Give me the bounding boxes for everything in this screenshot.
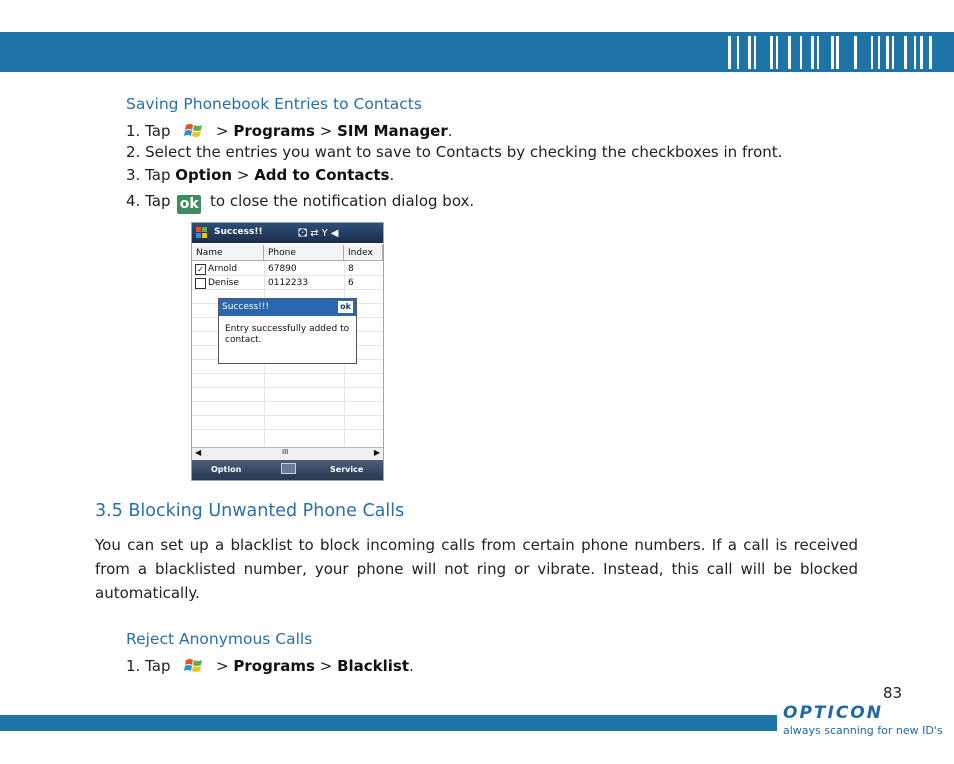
grid-line xyxy=(192,429,383,430)
row-phone: 67890 xyxy=(268,264,297,274)
scroll-right-icon[interactable]: ▶ xyxy=(373,448,380,457)
saving-step-1: 1. Tap > Programs > SIM Manager. xyxy=(126,122,453,140)
windows-start-icon xyxy=(195,226,209,240)
row-name: Arnold xyxy=(208,264,238,274)
grid-line xyxy=(192,415,383,416)
reject-heading: Reject Anonymous Calls xyxy=(126,630,313,648)
dialog-ok-button[interactable]: ok xyxy=(338,301,353,313)
dialog-title: Success!!! xyxy=(222,302,270,312)
phone-menu-bar xyxy=(192,460,383,480)
phone-title: Success!! xyxy=(214,227,263,237)
row-phone: 0112233 xyxy=(268,278,309,288)
row-name: Denise xyxy=(208,278,239,288)
windows-start-icon xyxy=(183,656,205,674)
page-number: 83 xyxy=(883,684,903,702)
column-header-name[interactable]: Name xyxy=(192,245,264,261)
row-checkbox[interactable] xyxy=(195,278,206,289)
status-icons: 🖸⇄Y◀ xyxy=(298,228,342,239)
saving-step-3: 3. Tap Option > Add to Contacts. xyxy=(126,166,395,184)
scroll-left-icon[interactable]: ◀ xyxy=(195,448,202,457)
dialog-title-bar xyxy=(219,299,356,316)
grid-line xyxy=(192,387,383,388)
logo-tagline: always scanning for new ID's xyxy=(783,724,943,737)
row-index: 6 xyxy=(348,278,354,288)
phone-screenshot xyxy=(191,222,384,481)
dialog-message: Entry successfully added to contact. xyxy=(225,324,350,345)
blocking-paragraph: You can set up a blacklist to block incoming calls from certain phone numbers. If a call is received from a blacklisted number, your phone will not ring or vibrate. Instead, this call will be blocked automatically. xyxy=(95,536,858,602)
row-checkbox-checked[interactable]: ✓ xyxy=(195,264,206,275)
grid-line xyxy=(192,401,383,402)
column-header-phone[interactable]: Phone xyxy=(264,245,344,261)
blocking-heading: 3.5 Blocking Unwanted Phone Calls xyxy=(95,501,405,521)
success-dialog xyxy=(218,298,357,364)
column-header-index[interactable]: Index xyxy=(344,245,383,261)
saving-heading: Saving Phonebook Entries to Contacts xyxy=(126,95,422,113)
horizontal-scrollbar[interactable] xyxy=(192,447,383,460)
barcode-graphic xyxy=(728,36,934,69)
phone-title-bar xyxy=(192,223,383,243)
keyboard-icon[interactable] xyxy=(281,463,296,474)
saving-step-2: 2. Select the entries you want to save to Contacts by checking the checkboxes in front. xyxy=(126,143,783,161)
ok-button-icon: ok xyxy=(177,195,201,214)
row-index: 8 xyxy=(348,264,354,274)
scroll-thumb[interactable]: III xyxy=(282,448,289,456)
menu-option[interactable]: Option xyxy=(211,465,242,474)
reject-step-1: 1. Tap > Programs > Blacklist. xyxy=(126,657,414,675)
opticon-logo: OPTICON xyxy=(783,703,883,723)
footer-bar xyxy=(0,715,777,731)
grid-line xyxy=(192,373,383,374)
saving-step-4: 4. Tap ok to close the notification dialog box. xyxy=(126,192,475,212)
menu-service[interactable]: Service xyxy=(330,465,364,474)
windows-start-icon xyxy=(183,121,205,139)
